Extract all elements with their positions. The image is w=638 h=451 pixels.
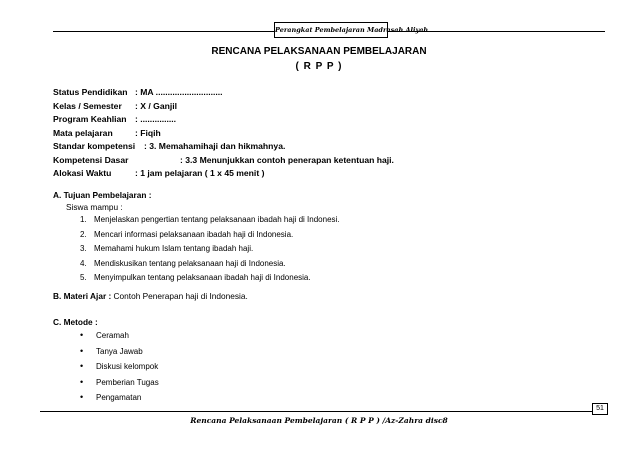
running-header: Perangkat Pembelajaran Madrasah Aliyah	[274, 22, 388, 38]
section-b: B. Materi Ajar : Contoh Penerapan haji di Indonesia.	[53, 291, 248, 301]
info-value: : ...............	[135, 114, 177, 124]
list-item: • Ceramah	[80, 328, 159, 344]
bullet-icon: •	[80, 330, 84, 340]
list-item: 4. Mendiskusikan tentang pelaksanaan haji di Indonesia.	[80, 258, 286, 268]
list-item: • Pemberian Tugas	[80, 375, 159, 391]
bullet-icon: •	[80, 361, 84, 371]
info-value: : Fiqih	[135, 127, 161, 138]
list-item: 2. Mencari informasi pelaksanaan ibadah haji di Indonesia.	[80, 229, 294, 239]
list-item: • Diskusi kelompok	[80, 359, 159, 375]
section-a-heading: A. Tujuan Pembelajaran :	[53, 190, 152, 200]
methods-list	[80, 328, 159, 406]
info-value: : MA ............................	[135, 87, 223, 97]
section-a-intro: Siswa mampu :	[66, 202, 123, 212]
objectives-list	[80, 213, 340, 286]
bullet-icon: •	[80, 376, 84, 387]
bullet-icon: •	[80, 392, 84, 402]
info-value: : 1 jam pelajaran ( 1 x 45 menit )	[135, 168, 265, 178]
info-label: Status Pendidikan	[53, 87, 128, 97]
info-label: Kelas / Semester	[53, 100, 122, 111]
info-value: : 3.3 Menunjukkan contoh penerapan ketentuan haji.	[180, 154, 394, 165]
info-label: Mata pelajaran	[53, 127, 113, 138]
list-item: 1. Menjelaskan pengertian tentang pelaksanaan ibadah haji di Indonesi.	[80, 215, 340, 224]
footer-text: Rencana Pelaksanaan Pembelajaran ( R P P ) /Az-Zahra disc8	[190, 416, 448, 425]
info-value: : 3. Memahamihaji dan hikmahnya.	[144, 141, 286, 151]
bullet-icon: •	[80, 345, 84, 356]
info-value: : X / Ganjil	[135, 100, 178, 111]
page-number: 51	[592, 403, 608, 415]
section-c-heading: C. Metode :	[53, 317, 98, 327]
list-item: • Pengamatan	[80, 390, 159, 406]
info-label: Standar kompetensi	[53, 141, 136, 151]
list-item: 3. Memahami hukum Islam tentang ibadah haji.	[80, 244, 254, 253]
list-item: 5. Menyimpulkan tentang pelaksanaan ibadah haji di Indonesia.	[80, 273, 311, 282]
document-subtitle: ( R P P )	[295, 61, 343, 72]
document-title: RENCANA PELAKSANAAN PEMBELAJARAN	[211, 46, 427, 57]
info-label: Alokasi Waktu	[53, 168, 112, 178]
footer-rule	[40, 411, 606, 412]
list-item: • Tanya Jawab	[80, 344, 159, 360]
info-label: Kompetensi Dasar	[53, 154, 129, 165]
info-label: Program Keahlian	[53, 114, 127, 124]
